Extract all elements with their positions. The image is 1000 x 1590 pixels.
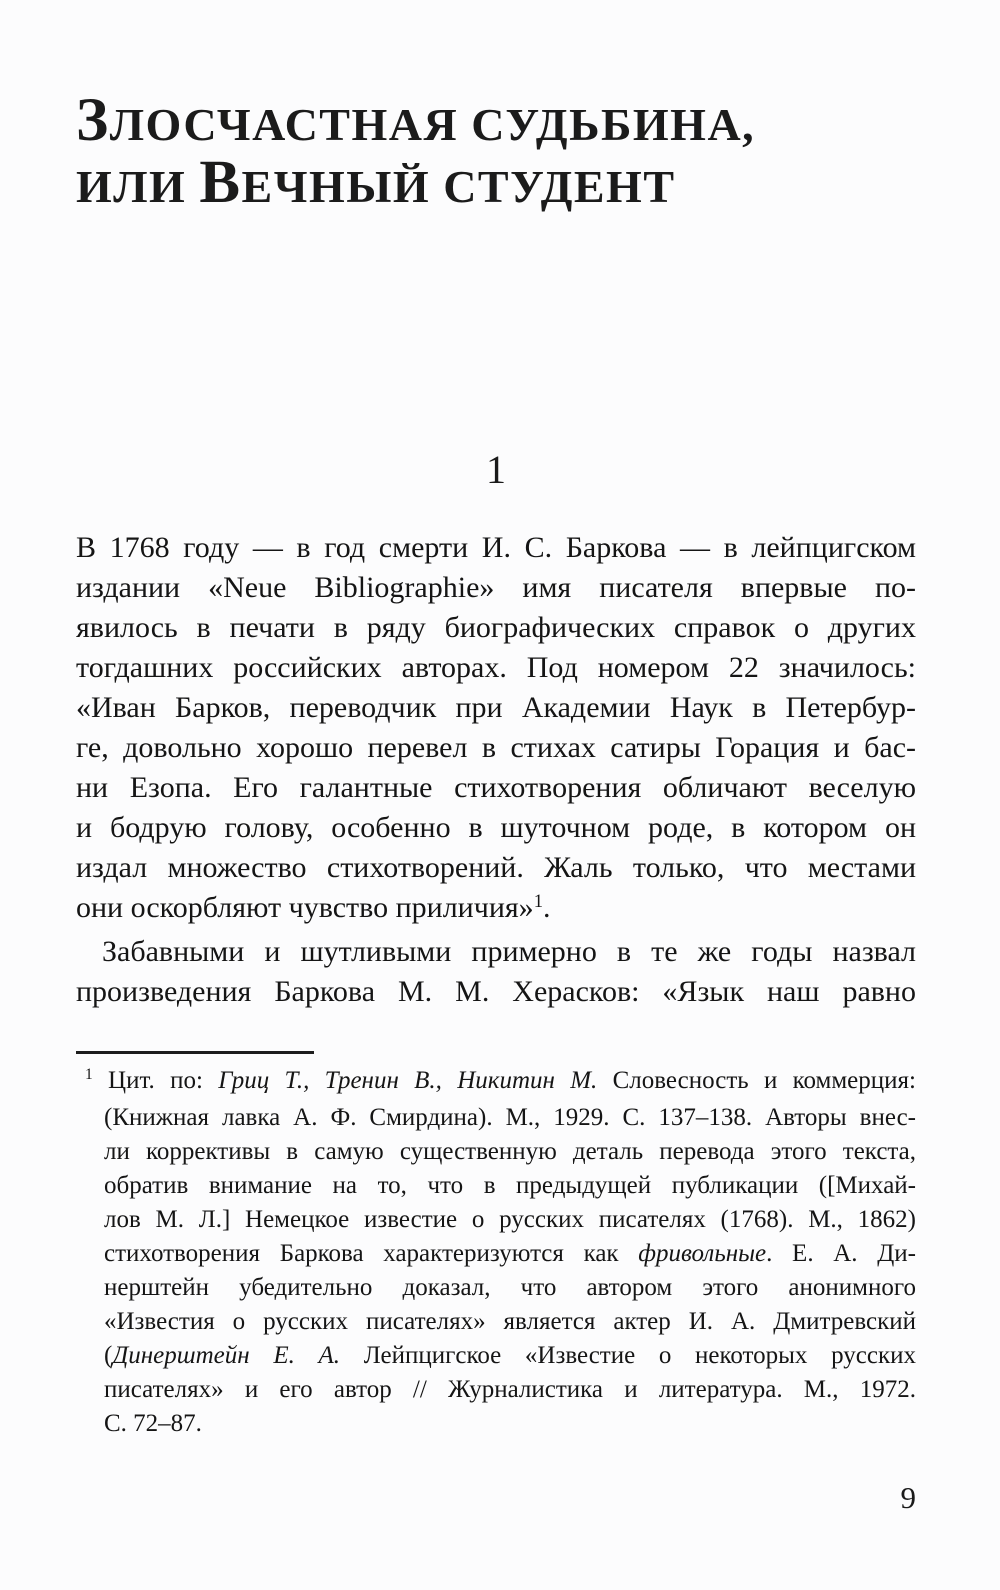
title-text: ИЛИ <box>76 161 200 212</box>
footnote <box>76 1064 916 1441</box>
body-text <box>76 528 916 1012</box>
text-line <box>76 688 916 728</box>
text-line <box>104 1101 916 1135</box>
text-segment: Словесность и коммерция: <box>597 1067 916 1094</box>
text-line <box>76 848 916 888</box>
text-line <box>76 972 916 1012</box>
text-line <box>104 1271 916 1305</box>
text-segment: Динерштейн Е. А. <box>112 1342 341 1369</box>
title-drop-initial: З <box>76 87 110 154</box>
text-segment: ге, довольно хорошо перевел в стихах сатиры Горация и бас- <box>76 731 916 764</box>
text-line <box>104 1135 916 1169</box>
text-segment: . Е. А. Ди- <box>766 1240 916 1267</box>
title-drop-initial: В <box>199 149 242 216</box>
chapter-title-line-1 <box>76 87 756 154</box>
text-segment: ни Езопа. Его галантные стихотворения обличают веселую <box>76 771 916 804</box>
title-text: ЛОСЧАСТНАЯ СУДЬБИНА, <box>109 99 756 150</box>
text-segment: . <box>542 891 551 924</box>
text-segment: Лейпцигское «Известие о некоторых русских <box>340 1342 916 1369</box>
text-line <box>76 808 916 848</box>
text-segment: и бодрую голову, особенно в шуточном роде, в котором он <box>76 811 916 844</box>
text-line <box>104 1373 916 1407</box>
text-segment: обратив внимание на то, что в предыдущей публикации ([Михай- <box>104 1172 916 1199</box>
chapter-title-line-2 <box>76 149 755 216</box>
text-segment: С. 72–87. <box>104 1410 202 1437</box>
text-segment: лов М. Л.] Немецкое известие о русских писателях (1768). М., 1862) <box>104 1206 916 1233</box>
text-segment: «Иван Барков, переводчик при Академии Наук в Петербур- <box>76 691 916 724</box>
text-line <box>85 1064 916 1101</box>
text-line <box>76 888 916 932</box>
text-segment: ( <box>104 1342 113 1369</box>
text-segment: Цит. по: <box>92 1067 219 1094</box>
text-line <box>76 648 916 688</box>
text-line <box>104 1339 916 1373</box>
text-segment: издании «Neue Bibliographie» имя писателя впервые по- <box>76 571 916 604</box>
text-segment: нерштейн убедительно доказал, что автором этого анонимного <box>104 1274 916 1301</box>
text-segment: явилось в печати в ряду биографических справок о других <box>76 611 916 644</box>
page-number: 9 <box>900 1480 916 1515</box>
text-line <box>76 728 916 768</box>
text-line <box>76 528 916 568</box>
text-line <box>104 1305 916 1339</box>
chapter-title <box>76 87 756 216</box>
text-segment: тогдашних российских авторах. Под номером 22 значилось: <box>76 651 916 684</box>
text-line <box>76 608 916 648</box>
text-segment: писателях» и его автор // Журналистика и литература. М., 1972. <box>104 1376 916 1403</box>
text-line <box>104 1169 916 1203</box>
footnote-reference-mark: 1 <box>533 890 543 912</box>
footnote-rule <box>76 1051 314 1054</box>
title-text: ЕЧНЫЙ СТУДЕНТ <box>241 161 676 212</box>
text-line <box>104 1407 916 1441</box>
text-line <box>104 1203 916 1237</box>
text-segment: стихотворения Баркова характеризуются как <box>104 1240 639 1267</box>
text-segment: произведения Баркова М. М. Херасков: «Язык наш равно <box>76 975 916 1008</box>
text-segment: ли коррективы в самую существенную деталь перевода этого текста, <box>104 1138 916 1165</box>
footnote-reference-mark: 1 <box>85 1066 93 1084</box>
text-segment: фривольные <box>638 1240 767 1267</box>
text-segment: В 1768 году — в год смерти И. С. Баркова — в лейпцигском <box>76 531 916 564</box>
text-segment: издал множество стихотворений. Жаль только, что местами <box>76 851 916 884</box>
text-segment: (Книжная лавка А. Ф. Смирдина). М., 1929. С. 137–138. Авторы внес- <box>104 1104 916 1131</box>
text-segment: Гриц Т., Тренин В., Никитин М. <box>218 1067 598 1094</box>
text-line <box>76 932 916 972</box>
text-segment: «Известия о русских писателях» является актер И. А. Дмитревский <box>104 1308 916 1335</box>
text-line <box>76 768 916 808</box>
section-number: 1 <box>486 447 506 492</box>
text-segment: Забавными и шутливыми примерно в те же годы назвал <box>102 935 916 968</box>
text-segment: они оскорбляют чувство приличия» <box>76 891 534 924</box>
text-line <box>104 1237 916 1271</box>
text-line <box>76 568 916 608</box>
